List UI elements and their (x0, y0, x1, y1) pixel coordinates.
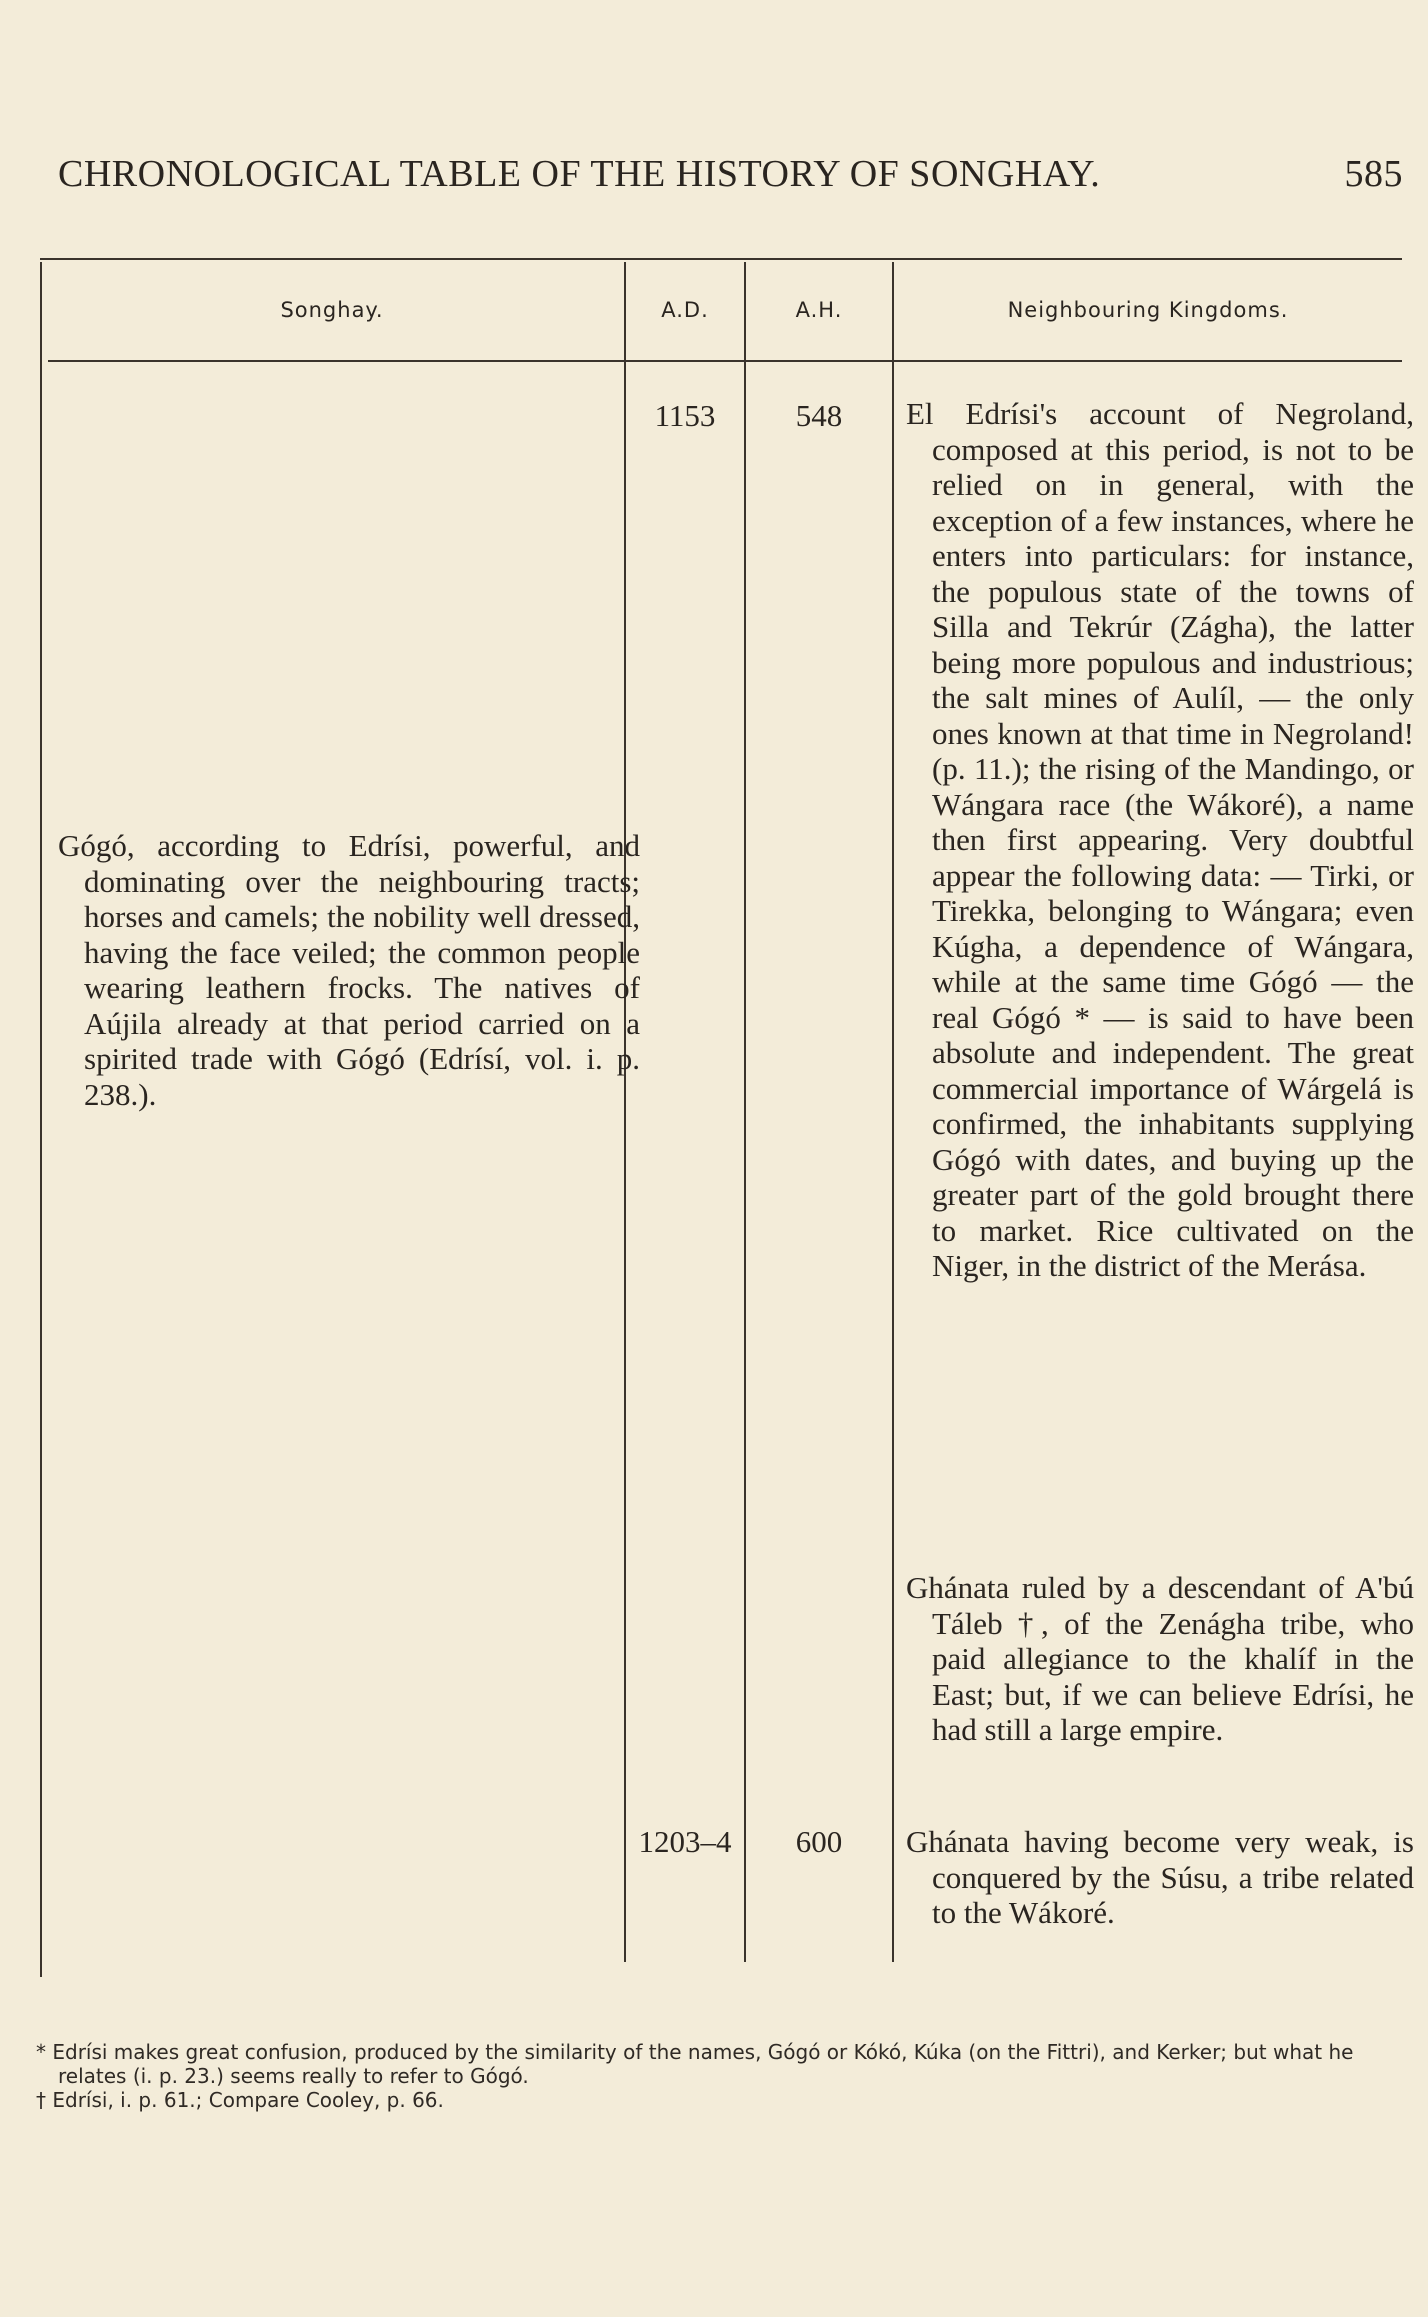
chronological-table (40, 258, 1414, 1978)
column-header-songhay: Songhay. (280, 298, 384, 322)
column-divider (892, 262, 894, 1962)
footnote-1: * Edrísi makes great confusion, produced by the similarity of the names, Gógó or Kókó, Kúka (on the Fittri), and Kerker; but what he relates (i. p. 23.) seems really to refer to Gógó. (36, 2040, 1354, 2088)
row-1-neighbouring-entry: El Edrísi's account of Negroland, composed at this period, is not to be relied on in general, with the exception of a few instances, where he enters into particulars: for instance, the populous state of the towns of Silla and Tekrúr (Zágha), the latter being more populous and industrious; the salt mines of Aulíl, — the only ones known at that time in Negroland! (p. 11.); the rising of the Mandingo, or Wángara race (the Wákoré), a name then first appearing. Very doubtful appear the following data: — Tirki, or Tirekka, belonging to Wángara; even Kúgha, a dependence of Wángara, while at the same time Gógó — the real Gógó * — is said to have been absolute and independent. The great commercial importance of Wárgelá is confirmed, the inhabitants supplying Gógó with dates, and buying up the greater part of the gold brought there to market. Rice cultivated on the Niger, in the district of the Merása. (906, 396, 1414, 1283)
row-2-ah: 600 (795, 1824, 843, 1859)
row-1-ad: 1153 (654, 398, 716, 433)
column-divider (624, 262, 626, 1962)
page-number: 585 (1344, 153, 1403, 195)
table-top-rule (40, 258, 1402, 260)
row-1-songhay-entry: Gógó, according to Edrísi, powerful, and dominating over the neighbouring tracts; horses and camels; the nobility well dressed, having the face veiled; the common people wearing leathern frocks. The natives of Aújila already at that period carried on a spirited trade with Gógó (Edrísí, vol. i. p. 238.). (58, 828, 640, 1112)
table-header-rule (48, 360, 1402, 362)
column-header-ad: A.D. (661, 298, 709, 322)
row-1-neighbouring-entry-2: Ghánata ruled by a descendant of A'bú Táleb †, of the Zenágha tribe, who paid allegiance to the khalíf in the East; but, if we can believe Edrísi, he had still a large empire. (906, 1570, 1414, 1747)
row-1-ah: 548 (795, 398, 843, 433)
footnote-2: † Edrísi, i. p. 61.; Compare Cooley, p. 66. (36, 2088, 444, 2112)
page-title: CHRONOLOGICAL TABLE OF THE HISTORY OF SONGHAY. (58, 153, 1101, 195)
column-header-ah: A.H. (795, 298, 843, 322)
column-divider (40, 262, 42, 1977)
column-divider (744, 262, 746, 1962)
row-2-neighbouring-entry: Ghánata having become very weak, is conquered by the Súsu, a tribe related to the Wákoré. (906, 1824, 1414, 1930)
footnotes (36, 2040, 1406, 2112)
running-header (58, 152, 1403, 196)
row-2-ad: 1203–4 (638, 1824, 732, 1859)
column-header-neighbouring: Neighbouring Kingdoms. (1007, 298, 1289, 322)
